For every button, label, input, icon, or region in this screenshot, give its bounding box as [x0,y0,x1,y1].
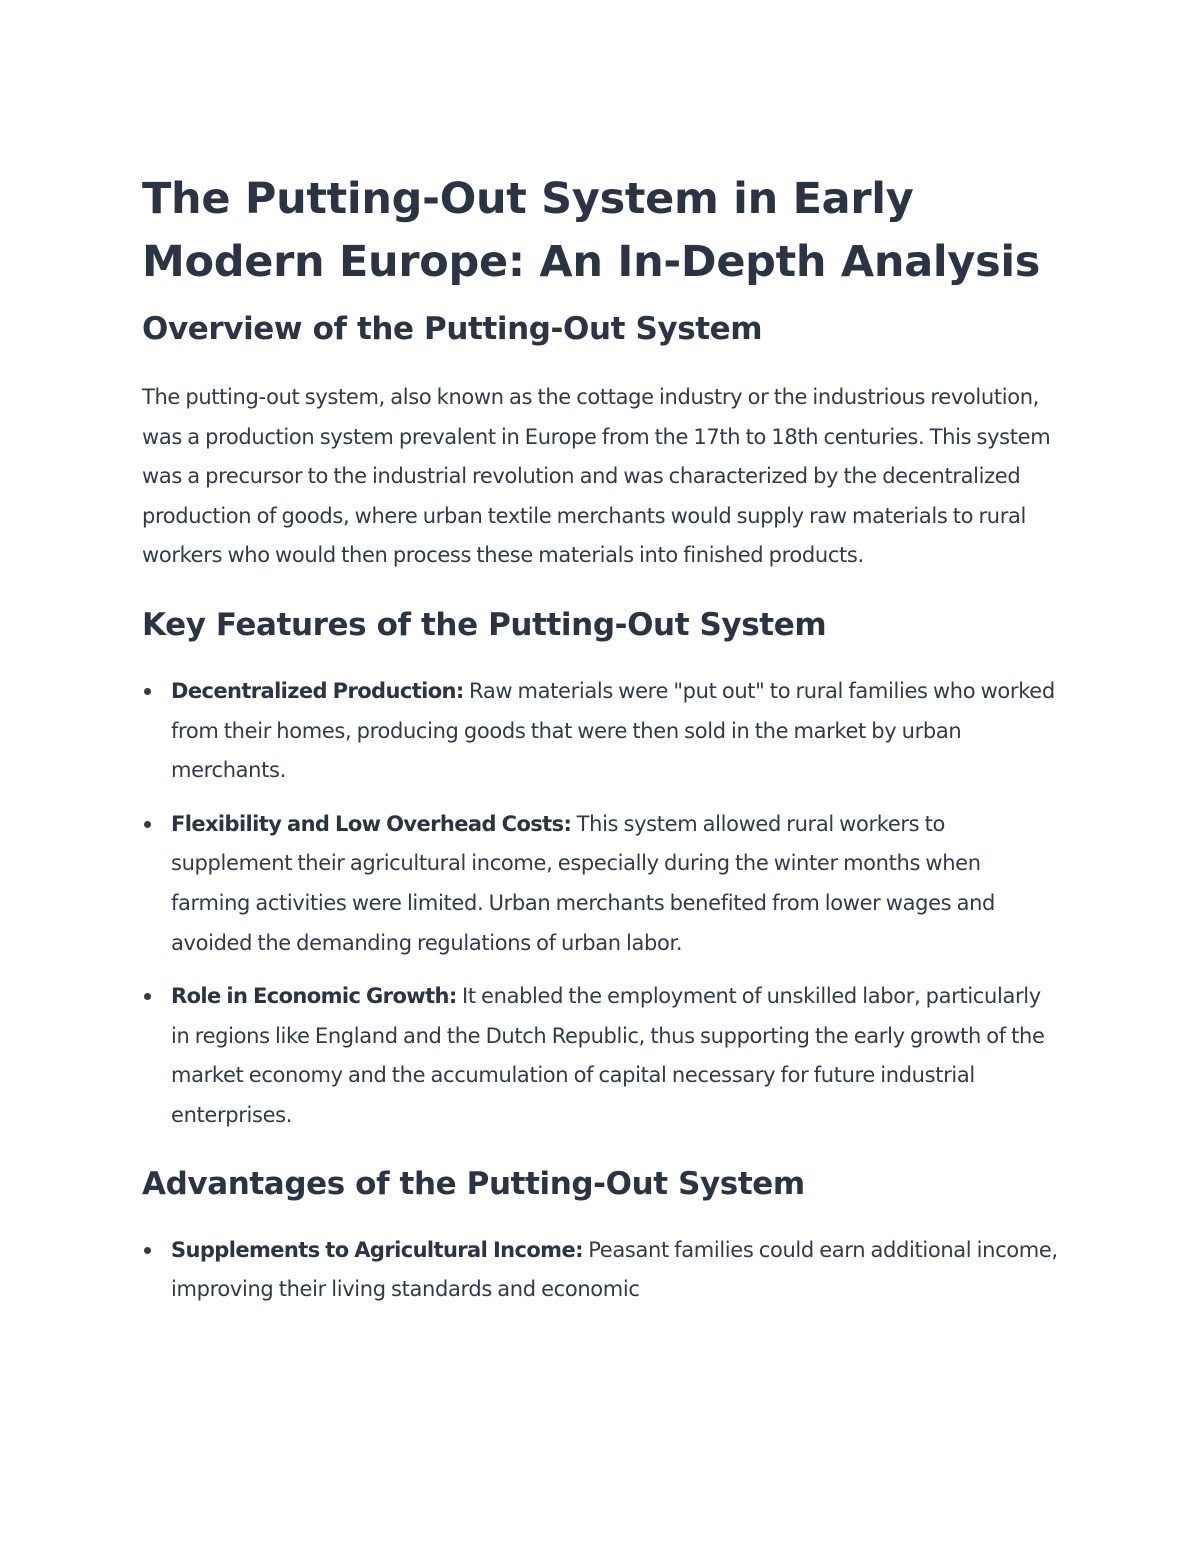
overview-paragraph: The putting-out system, also known as the cottage industry or the industrious revolution, was a production system prevalent in Europe from the 17th to 18th centuries. This system was a precursor to the industrial revolution and was characterized by the decentralized production of goods, where urban textile merchants would supply raw materials to rural workers who would then process these materials into finished products. [142,385,1051,568]
list-item [142,805,1062,963]
list-item [142,977,1062,1135]
list-item-text: Peasant families could earn additional income, improving their living standards and economic [171,1237,1058,1302]
advantages-list [142,1231,1062,1310]
document-page [142,168,1062,1310]
list-item-term: Role in Economic Growth: [171,984,457,1009]
list-item [142,1231,1062,1310]
bullet-icon [144,821,151,828]
section-heading-advantages: Advantages of the Putting-Out System [142,1165,805,1202]
list-item-text: This system allowed rural workers to supplement their agricultural income, especially during the winter months when farming activities were limited. Urban merchants benefited from lower wages and avoided the demanding regulations of urban labor. [171,811,996,955]
document-title: The Putting-Out System in Early Modern Europe: An In-Depth Analysis [142,174,1041,287]
list-item-text: Raw materials were "put out" to rural families who worked from their homes, producing goods that were then sold in the market by urban merchants. [171,678,1055,783]
list-item-term: Flexibility and Low Overhead Costs: [171,811,572,836]
bullet-icon [144,1247,151,1254]
list-item [142,672,1062,791]
bullet-icon [144,688,151,695]
section-heading-overview: Overview of the Putting-Out System [142,311,763,347]
key-features-list [142,672,1062,1136]
section-heading-key-features: Key Features of the Putting-Out System [142,606,827,643]
list-item-term: Supplements to Agricultural Income: [171,1237,583,1262]
list-item-text: It enabled the employment of unskilled labor, particularly in regions like England and the Dutch Republic, thus supporting the early growth of the market economy and the accumulation of capital necessary for future industrial enterprises. [171,984,1045,1127]
list-item-term: Decentralized Production: [171,678,464,703]
bullet-icon [144,993,151,1000]
